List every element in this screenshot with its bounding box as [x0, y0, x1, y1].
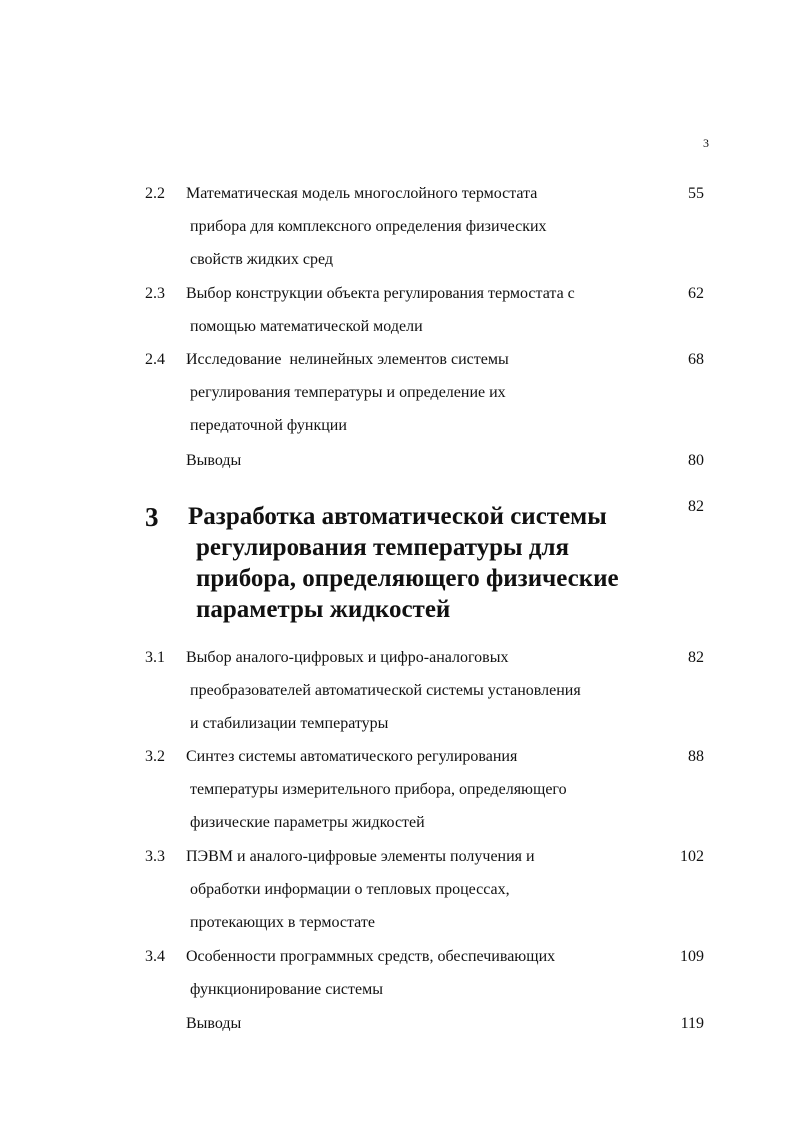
chapter-page: 82: [688, 498, 704, 515]
entry-line: протекающих в термостате: [190, 914, 375, 931]
entry-title: [186, 849, 535, 948]
chapter-line: регулирования температуры для: [196, 534, 570, 561]
entry-page: 102: [680, 848, 704, 865]
entry-number: 2.3: [145, 285, 165, 302]
entry-line: функционирование системы: [190, 981, 383, 998]
entry-title: [186, 949, 555, 1015]
entry-title: [186, 186, 547, 285]
entry-number: 3.4: [145, 948, 165, 965]
entry-line: передаточной функции: [190, 417, 347, 434]
entry-page: 88: [688, 748, 704, 765]
chapter-line: Разработка автоматической системы: [188, 503, 607, 530]
entry-title: [186, 1016, 241, 1049]
entry-page: 109: [680, 948, 704, 965]
entry-line: и стабилизации температуры: [190, 715, 389, 732]
entry-line: Выводы: [186, 452, 242, 469]
entry-line: обработки информации о тепловых процессах,: [190, 881, 510, 898]
entry-line: Выбор конструкции объекта регулирования термостата с: [186, 285, 575, 302]
chapter-title: [188, 503, 619, 627]
entry-line: Выбор аналого-цифровых и цифро-аналоговых: [186, 649, 509, 666]
entry-title: [186, 749, 567, 848]
entry-title: [186, 453, 241, 486]
entry-line: физические параметры жидкостей: [190, 814, 425, 831]
entry-number: 3.2: [145, 748, 165, 765]
entry-line: регулирования температуры и определение их: [190, 384, 506, 401]
entry-line: Выводы: [186, 1015, 242, 1032]
entry-title: [186, 352, 509, 451]
chapter-line: параметры жидкостей: [196, 596, 451, 623]
entry-number: 3.3: [145, 848, 165, 865]
entry-page: 82: [688, 649, 704, 666]
entry-line: Исследование нелинейных элементов системы: [186, 351, 509, 368]
entry-line: температуры измерительного прибора, определяющего: [190, 781, 567, 798]
entry-page: 55: [688, 185, 704, 202]
entry-number: 2.4: [145, 351, 165, 368]
entry-line: преобразователей автоматической системы установления: [190, 682, 581, 699]
entry-number: 3.1: [145, 649, 165, 666]
entry-line: помощью математической модели: [190, 318, 423, 335]
entry-line: свойств жидких сред: [190, 251, 333, 268]
entry-title: [186, 650, 581, 749]
entry-page: 62: [688, 285, 704, 302]
entry-title: [186, 286, 575, 352]
entry-line: Синтез системы автоматического регулирования: [186, 748, 518, 765]
entry-line: Математическая модель многослойного термостата: [186, 185, 538, 202]
entry-page: 80: [688, 452, 704, 469]
entry-page: 119: [680, 1015, 704, 1032]
entry-line: ПЭВМ и аналого-цифровые элементы получения и: [186, 848, 535, 865]
entry-number: 2.2: [145, 185, 165, 202]
page-number: 3: [703, 136, 709, 150]
chapter-number: 3: [145, 502, 159, 532]
chapter-line: прибора, определяющего физические: [196, 565, 619, 592]
entry-page: 68: [688, 351, 704, 368]
entry-line: прибора для комплексного определения физических: [190, 218, 547, 235]
entry-line: Особенности программных средств, обеспечивающих: [186, 948, 556, 965]
